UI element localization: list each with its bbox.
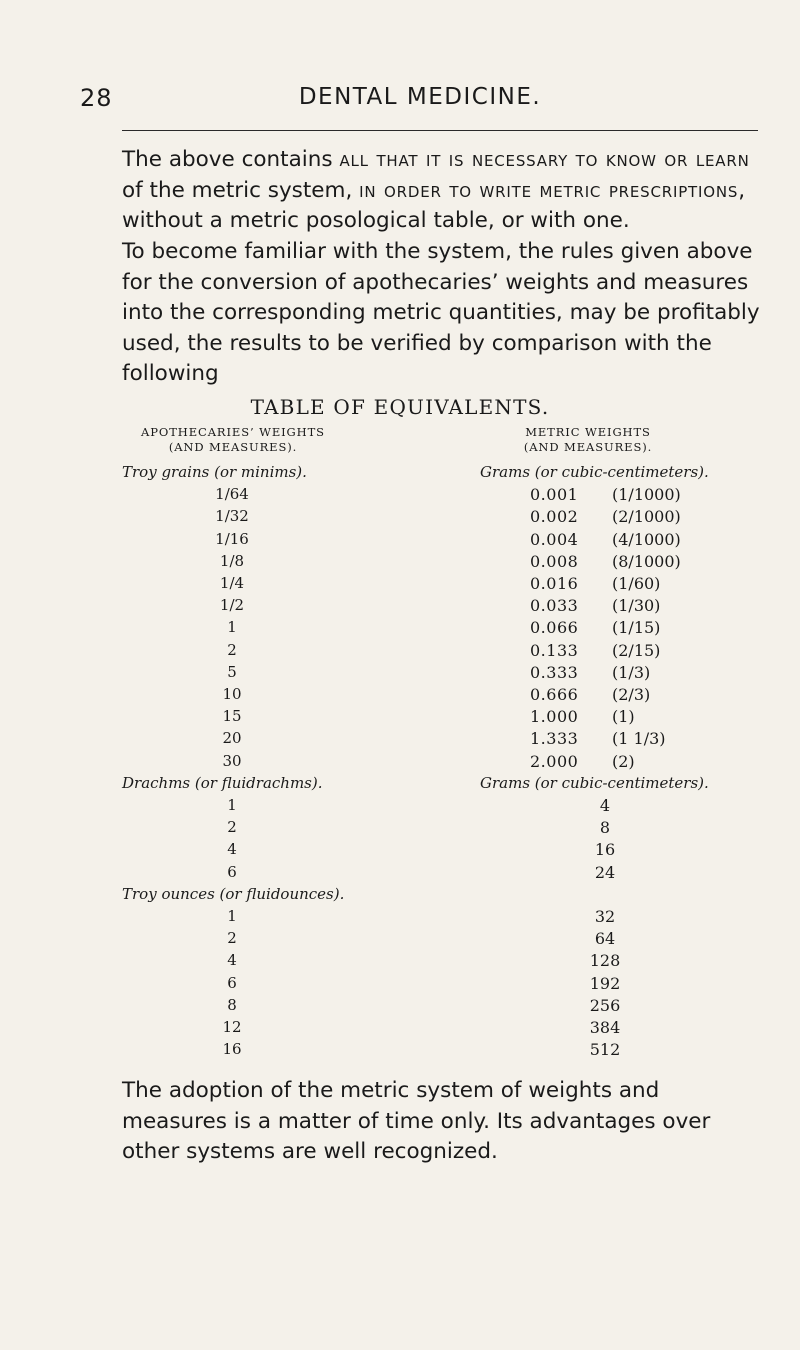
left-column-heading	[138, 425, 328, 455]
metric-fraction: (1/1000)	[612, 485, 681, 505]
apothecary-value: 6	[227, 973, 237, 992]
apothecary-value: 1	[227, 907, 237, 925]
paragraph-3: The adoption of the metric system of weights and measures is a matter of time only. Its advantages over other systems are well recognized.	[122, 1078, 711, 1165]
apothecary-value: 12	[222, 1018, 242, 1036]
metric-value: 512	[589, 1040, 621, 1060]
metric-value: 2.000	[530, 751, 579, 771]
right-column-heading-line-1: METRIC WEIGHTS	[525, 425, 651, 439]
apothecary-value: 10	[222, 685, 242, 703]
metric-value: 0.133	[530, 640, 579, 660]
right-column-heading-line-2: (AND MEASURES).	[523, 440, 653, 454]
metric-value: 0.001	[530, 485, 579, 505]
apothecary-value: 4	[227, 951, 237, 970]
page-number: 28	[80, 84, 113, 112]
metric-fraction: (2/1000)	[612, 507, 681, 527]
paragraph-1-smallcaps-1: all that it is necessary to know or learn	[339, 147, 750, 172]
apothecary-value: 1	[227, 618, 237, 637]
paragraph-1-part-b: of the metric system,	[122, 177, 360, 203]
metric-fraction: (2/15)	[612, 640, 661, 660]
metric-fraction: (1/30)	[612, 596, 661, 616]
metric-value: 0.066	[530, 618, 579, 638]
metric-fraction: (1)	[612, 707, 635, 727]
running-head: DENTAL MEDICINE.	[298, 84, 542, 110]
paragraph-1-part-a: The above contains	[122, 147, 340, 172]
apothecary-value: 16	[222, 1040, 242, 1059]
apothecary-value: 1/16	[215, 529, 249, 548]
apothecary-value: 5	[227, 662, 237, 681]
metric-value: 16	[594, 840, 616, 860]
metric-value: 0.666	[530, 685, 579, 704]
apothecary-value: 1	[227, 796, 237, 814]
header-rule	[122, 130, 758, 131]
apothecary-value: 8	[227, 995, 237, 1014]
metric-value: 8	[599, 818, 611, 838]
metric-value: 1.000	[530, 707, 579, 727]
apothecary-value: 1/4	[219, 574, 245, 592]
apothecary-value: 2	[227, 929, 237, 948]
apothecary-value: 1/32	[215, 507, 249, 526]
metric-value: 256	[589, 995, 621, 1015]
paragraph-2: To become familiar with the system, the rules given above for the conversion of apothecaries’ weights and measures into the corresponding metric quantities, may be profitably used, the results to be verified by comparison with the following	[122, 239, 760, 387]
metric-fraction: (2)	[612, 751, 635, 771]
metric-value: 0.333	[530, 662, 579, 682]
paragraph-1-part-c: without a metric posological table, or with one.	[122, 208, 630, 234]
metric-value: 0.016	[530, 574, 579, 593]
apothecary-value: 2	[227, 640, 237, 659]
page-header	[80, 84, 760, 124]
metric-value: 0.004	[530, 529, 579, 549]
metric-value: 24	[594, 862, 616, 882]
metric-value: 4	[599, 796, 611, 815]
metric-fraction: (1/15)	[612, 618, 661, 638]
apothecary-value: 2	[227, 818, 237, 837]
apothecary-value: 1/8	[219, 551, 245, 570]
paragraph-1-smallcaps-2: in order to write metric prescriptions,	[359, 177, 746, 203]
apothecary-value: 1/64	[215, 485, 249, 504]
metric-value: 32	[594, 907, 616, 926]
metric-fraction: (1 1/3)	[612, 729, 666, 749]
metric-value: 128	[589, 951, 621, 971]
apothecary-value: 15	[222, 707, 242, 726]
right-column-heading	[478, 425, 698, 455]
metric-fraction: (1/3)	[612, 662, 651, 682]
metric-value: 0.008	[530, 551, 579, 571]
metric-value: 64	[594, 929, 616, 949]
section-label-right: Grams (or cubic-centimeters).	[480, 463, 709, 481]
table-title: TABLE OF EQUIVALENTS.	[250, 395, 550, 419]
metric-fraction: (1/60)	[612, 574, 661, 593]
metric-fraction: (2/3)	[612, 685, 651, 704]
left-column-heading-line-1: APOTHECARIES’ WEIGHTS	[141, 425, 325, 439]
apothecary-value: 1/2	[219, 596, 245, 615]
left-column-heading-line-2: (AND MEASURES).	[168, 440, 298, 454]
metric-fraction: (4/1000)	[612, 529, 681, 549]
metric-value: 1.333	[530, 729, 579, 749]
section-label-right: Grams (or cubic-centimeters).	[480, 773, 709, 792]
section-label-left: Drachms (or fluidrachms).	[122, 773, 323, 792]
metric-value: 384	[589, 1018, 621, 1037]
metric-fraction: (8/1000)	[612, 551, 681, 571]
apothecary-value: 30	[222, 751, 242, 770]
metric-value: 192	[589, 973, 621, 993]
apothecary-value: 6	[227, 862, 237, 881]
metric-value: 0.033	[530, 596, 579, 616]
section-label-left: Troy grains (or minims).	[122, 463, 307, 481]
apothecary-value: 20	[222, 729, 242, 748]
section-label-left: Troy ounces (or fluidounces).	[122, 884, 345, 903]
metric-value: 0.002	[530, 507, 579, 527]
apothecary-value: 4	[227, 840, 237, 859]
paragraph-1	[122, 145, 762, 237]
